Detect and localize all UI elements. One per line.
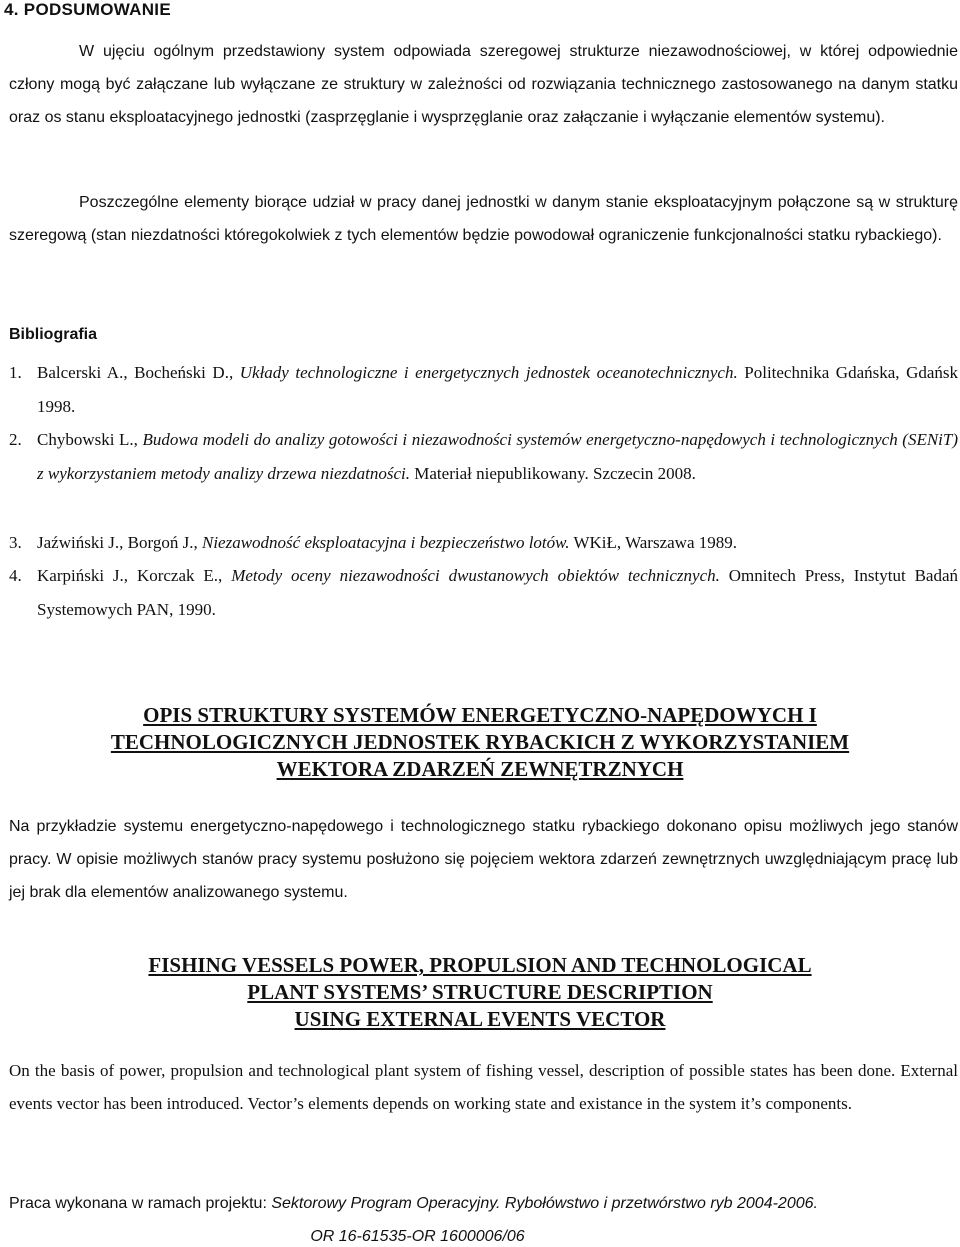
bibliography-item [9,526,958,560]
polish-summary-text: Na przykładzie systemu energetyczno-napędowego i technologicznego statku rybackiego dokonano opisu możliwych jego stanów pracy. W opisie możliwych stanów pracy systemu posłużono się pojęciem wektora zdarzeń zewnętrznych uwzględniającym pracę lub jej brak dla elementów analizowanego systemu. [9,818,958,901]
title-line: TECHNOLOGICZNYCH JEDNOSTEK RYBACKICH Z WYKORZYSTANIEM [110,730,850,754]
bibliography-item-number: 1. [9,363,22,382]
title-line: OPIS STRUKTURY SYSTEMÓW ENERGETYCZNO-NAPĘDOWYCH I [143,703,817,727]
title-line: WEKTORA ZDARZEŃ ZEWNĘTRZNYCH [276,757,684,781]
bibliography-item-title: Metody oceny niezawodności dwustanowych obiektów technicznych. [231,566,720,585]
bibliography-item-title: Budowa modeli do analizy gotowości i niezawodności systemów energetyczno-napędowych i technologicznych (SENiT) z wykorzystaniem metody analizy drzewa niezdatności. [37,430,959,483]
english-summary-title [0,952,960,1033]
bibliography-item-number: 4. [9,566,22,585]
english-summary-text: On the basis of power, propulsion and technological plant system of fishing vessel, description of possible states has been done. External events vector has been introduced. Vector’s elements depends on working state and existance in the system it’s components. [9,1061,958,1113]
section-heading: 4. PODSUMOWANIE [4,0,171,19]
bibliography-item-publisher: Omnitech Press, Instytut Badań Systemowych PAN, 1990. [37,566,959,619]
bibliography-item-publisher: Politechnika Gdańska, Gdańsk 1998. [37,363,959,416]
footer-prefix: Praca wykonana w ramach projektu: [9,1195,267,1212]
bibliography-item [9,356,958,424]
bibliography-item [9,559,958,627]
bibliography-item-authors: Balcerski A., Bocheński D., [37,363,234,382]
bibliography-item-number: 2. [9,430,22,449]
title-line: PLANT SYSTEMS’ STRUCTURE DESCRIPTION [247,980,713,1004]
title-line: USING EXTERNAL EVENTS VECTOR [294,1007,666,1031]
bibliography-title: Bibliografia [9,326,98,343]
bibliography-item-publisher: Materiał niepublikowany. Szczecin 2008. [414,464,696,483]
title-line: FISHING VESSELS POWER, PROPULSION AND TECHNOLOGICAL [148,953,812,977]
summary-paragraph-1: W ujęciu ogólnym przedstawiony system odpowiada szeregowej strukturze niezawodnościowej, w której odpowiednie człony mogą być załączane lub wyłączane ze struktury w zależności od rozwiązania technicznego zastosowanego na danym statku oraz os stanu eksploatacyjnego jednostki (zasprzęglanie i wysprzęglanie oraz załączanie i wyłączanie elementów systemu). [9,43,958,126]
bibliography-item-publisher: WKiŁ, Warszawa 1989. [573,533,737,552]
footer-project-code: OR 16-61535-OR 1600006/06 [310,1228,525,1245]
bibliography-item-authors: Chybowski L., [37,430,138,449]
bibliography-item-title: Niezawodność eksploatacyjna i bezpieczeństwo lotów. [201,533,570,552]
bibliography-item-authors: Karpiński J., Korczak E., [37,566,223,585]
bibliography-item-title: Układy technologiczne i energetycznych jednostek oceanotechnicznych. [239,363,738,382]
summary-paragraph-2: Poszczególne elementy biorące udział w pracy danej jednostki w danym stanie eksploatacyjnym połączone są w strukturę szeregową (stan niezdatności któregokolwiek z tych elementów będzie powodował ograniczenie funkcjonalności statku rybackiego). [9,194,958,244]
bibliography-item-authors: Jaźwiński J., Borgoń J., [37,533,198,552]
polish-summary-title [0,702,960,783]
bibliography-item [9,423,958,491]
footer-project-note [9,1195,818,1213]
bibliography-item-number: 3. [9,533,22,552]
footer-project-name: Sektorowy Program Operacyjny. Rybołówstwo i przetwórstwo ryb 2004-2006. [271,1195,818,1212]
